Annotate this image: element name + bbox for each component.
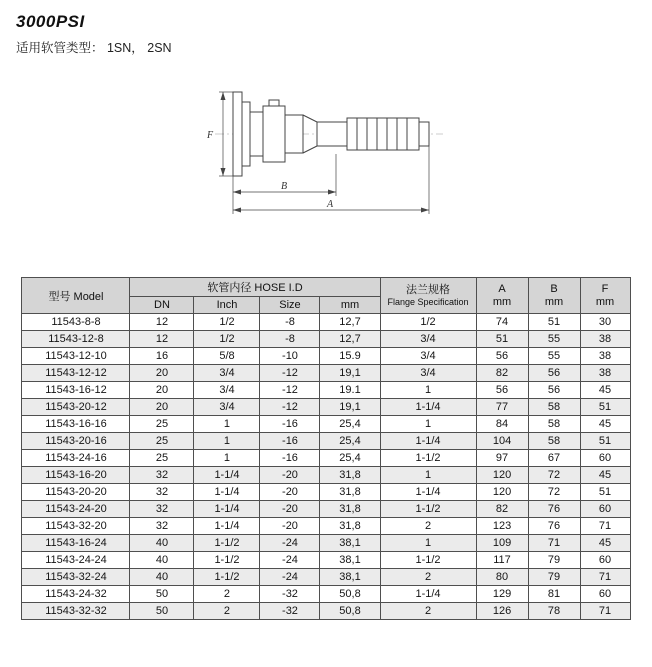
dim-label-a: A [327, 199, 334, 210]
table-cell: 1 [380, 416, 476, 433]
table-cell: 5/8 [194, 348, 260, 365]
table-cell: 56 [476, 382, 528, 399]
col-header-a-unit: mm [492, 295, 512, 308]
table-cell: 38 [580, 365, 630, 382]
table-cell: 32 [130, 484, 194, 501]
table-cell: 1-1/4 [194, 467, 260, 484]
table-cell: -24 [260, 535, 320, 552]
table-row [22, 569, 630, 586]
col-header-dn: DN [130, 297, 194, 314]
table-cell: 76 [528, 518, 580, 535]
table-cell: 50,8 [320, 603, 380, 620]
table-row [22, 535, 630, 552]
table-cell: 45 [580, 467, 630, 484]
flange-collar [242, 102, 250, 166]
table-cell: 38,1 [320, 535, 380, 552]
table-cell: 72 [528, 467, 580, 484]
table-cell: -10 [260, 348, 320, 365]
page-title: 3000PSI [16, 12, 85, 31]
table-cell: 19,1 [320, 365, 380, 382]
table-cell: 60 [580, 586, 630, 603]
table-cell: -12 [260, 365, 320, 382]
table-cell: -8 [260, 331, 320, 348]
col-header-f-unit: mm [595, 295, 615, 308]
col-header-a [476, 278, 528, 314]
table-cell: 11543-24-16 [22, 450, 130, 467]
table-row [22, 365, 630, 382]
table-cell: 82 [476, 365, 528, 382]
table-cell: 12,7 [320, 331, 380, 348]
hose-tail-serrations [347, 118, 419, 150]
table-cell: 71 [580, 518, 630, 535]
table-cell: 51 [580, 484, 630, 501]
table-cell: -16 [260, 450, 320, 467]
table-cell: 31,8 [320, 484, 380, 501]
dim-a-arrow-left [233, 208, 241, 213]
table-cell: 40 [130, 569, 194, 586]
table-cell: 38,1 [320, 552, 380, 569]
table-body [22, 314, 630, 620]
table-cell: 71 [528, 535, 580, 552]
table-cell: -12 [260, 399, 320, 416]
table-cell: 51 [580, 433, 630, 450]
table-cell: 2 [380, 569, 476, 586]
fitting-hex-body [263, 106, 285, 162]
table-cell: 32 [130, 501, 194, 518]
table-cell: 1-1/2 [380, 501, 476, 518]
table-cell: 55 [528, 331, 580, 348]
table-cell: 1 [380, 467, 476, 484]
table-cell: 25,4 [320, 450, 380, 467]
table-cell: 58 [528, 399, 580, 416]
spec-table [21, 277, 630, 620]
table-cell: 11543-32-32 [22, 603, 130, 620]
table-cell: 76 [528, 501, 580, 518]
table-row [22, 603, 630, 620]
col-header-b-unit: mm [544, 295, 564, 308]
table-cell: 71 [580, 603, 630, 620]
table-cell: 25,4 [320, 416, 380, 433]
table-cell: 12 [130, 314, 194, 331]
col-header-a-letter: A [498, 282, 506, 295]
table-row [22, 416, 630, 433]
table-cell: 20 [130, 399, 194, 416]
table-cell: 1/2 [380, 314, 476, 331]
table-cell: 1 [380, 535, 476, 552]
table-cell: 1 [380, 382, 476, 399]
table-cell: 38 [580, 348, 630, 365]
table-cell: 38 [580, 331, 630, 348]
table-cell: 1-1/4 [194, 501, 260, 518]
table-row [22, 348, 630, 365]
dim-label-b: B [281, 181, 288, 192]
table-cell: 11543-12-12 [22, 365, 130, 382]
table-cell: 117 [476, 552, 528, 569]
header-row-1 [22, 278, 630, 297]
col-header-model: 型号 Model [22, 278, 130, 314]
table-cell: 25 [130, 433, 194, 450]
table-cell: 40 [130, 535, 194, 552]
table-cell: -24 [260, 569, 320, 586]
table-cell: 60 [580, 552, 630, 569]
table-cell: 1-1/4 [194, 484, 260, 501]
table-cell: -16 [260, 416, 320, 433]
dim-f-arrow-bottom [221, 168, 226, 176]
table-cell: 60 [580, 501, 630, 518]
table-cell: 3/4 [380, 365, 476, 382]
table-cell: -20 [260, 518, 320, 535]
table-cell: 3/4 [194, 399, 260, 416]
table-cell: 84 [476, 416, 528, 433]
table-cell: 3/4 [380, 331, 476, 348]
table-cell: 3/4 [194, 365, 260, 382]
dim-label-f: F [207, 130, 214, 141]
table-cell: 51 [580, 399, 630, 416]
table-cell: 1-1/2 [380, 552, 476, 569]
table-cell: 51 [528, 314, 580, 331]
table-cell: 11543-20-20 [22, 484, 130, 501]
table-cell: -32 [260, 603, 320, 620]
table-cell: 79 [528, 569, 580, 586]
table-cell: 32 [130, 467, 194, 484]
table-cell: 72 [528, 484, 580, 501]
table-cell: 11543-24-32 [22, 586, 130, 603]
table-cell: 120 [476, 484, 528, 501]
col-header-flange [380, 278, 476, 314]
table-cell: 11543-16-16 [22, 416, 130, 433]
table-cell: 20 [130, 382, 194, 399]
table-cell: 1 [194, 433, 260, 450]
fitting-top-detail [269, 100, 279, 106]
table-cell: 56 [528, 382, 580, 399]
table-cell: 11543-20-12 [22, 399, 130, 416]
table-cell: 1 [194, 450, 260, 467]
col-header-f-letter: F [601, 282, 609, 295]
table-row [22, 399, 630, 416]
fitting-technical-drawing [0, 82, 652, 227]
table-cell: 11543-12-10 [22, 348, 130, 365]
table-cell: 2 [380, 518, 476, 535]
table-cell: 19.1 [320, 382, 380, 399]
table-cell: 45 [580, 416, 630, 433]
table-row [22, 450, 630, 467]
table-cell: 1-1/4 [380, 399, 476, 416]
hose-type-subtitle: 适用软管类型： 1SN， 2SN [16, 41, 172, 55]
table-cell: 51 [476, 331, 528, 348]
table-cell: 71 [580, 569, 630, 586]
table-cell: 31,8 [320, 501, 380, 518]
col-header-mm: mm [320, 297, 380, 314]
table-cell: 11543-32-24 [22, 569, 130, 586]
table-cell: 11543-8-8 [22, 314, 130, 331]
fitting-neck [250, 112, 263, 156]
table-cell: 11543-16-20 [22, 467, 130, 484]
flange-plate [233, 92, 242, 176]
table-cell: 45 [580, 535, 630, 552]
dim-a-arrow-right [421, 208, 429, 213]
table-cell: 1/2 [194, 331, 260, 348]
col-header-b-letter: B [550, 282, 558, 295]
table-cell: 50 [130, 603, 194, 620]
table-row [22, 484, 630, 501]
table-cell: 50 [130, 586, 194, 603]
table-cell: 77 [476, 399, 528, 416]
table-cell: 31,8 [320, 467, 380, 484]
table-cell: 1-1/4 [380, 433, 476, 450]
table-cell: 16 [130, 348, 194, 365]
table-cell: 1-1/4 [380, 484, 476, 501]
table-cell: 25 [130, 416, 194, 433]
table-cell: 1-1/2 [194, 569, 260, 586]
table-cell: 104 [476, 433, 528, 450]
table-cell: 30 [580, 314, 630, 331]
table-row [22, 314, 630, 331]
table-cell: 3/4 [380, 348, 476, 365]
table-cell: 109 [476, 535, 528, 552]
table-cell: 58 [528, 433, 580, 450]
table-cell: 32 [130, 518, 194, 535]
table-cell: 80 [476, 569, 528, 586]
table-cell: 67 [528, 450, 580, 467]
table-cell: 11543-24-24 [22, 552, 130, 569]
table-row [22, 433, 630, 450]
table-cell: 1/2 [194, 314, 260, 331]
table-cell: 56 [476, 348, 528, 365]
table-cell: 82 [476, 501, 528, 518]
table-cell: 3/4 [194, 382, 260, 399]
fitting-drawing-svg [201, 82, 451, 222]
table-cell: 1-1/2 [194, 552, 260, 569]
table-cell: -20 [260, 467, 320, 484]
table-cell: -20 [260, 484, 320, 501]
table-cell: 1-1/4 [194, 518, 260, 535]
table-cell: 11543-16-24 [22, 535, 130, 552]
table-cell: 11543-24-20 [22, 501, 130, 518]
table-cell: 1-1/2 [380, 450, 476, 467]
dim-f-arrow-top [221, 92, 226, 100]
table-cell: 15.9 [320, 348, 380, 365]
table-cell: 2 [194, 603, 260, 620]
dim-b-arrow-right [328, 190, 336, 195]
col-header-flange-cn: 法兰规格 [406, 284, 451, 296]
table-cell: 45 [580, 382, 630, 399]
table-cell: 55 [528, 348, 580, 365]
col-header-f [580, 278, 630, 314]
table-cell: 123 [476, 518, 528, 535]
col-header-flange-en: Flange Specification [387, 297, 469, 307]
dim-b-arrow-left [233, 190, 241, 195]
table-cell: 97 [476, 450, 528, 467]
table-cell: 38,1 [320, 569, 380, 586]
table-cell: -20 [260, 501, 320, 518]
table-cell: 56 [528, 365, 580, 382]
table-cell: 78 [528, 603, 580, 620]
table-cell: 2 [380, 603, 476, 620]
table-row [22, 552, 630, 569]
table-cell: 126 [476, 603, 528, 620]
col-header-size: Size [260, 297, 320, 314]
table-cell: 1 [194, 416, 260, 433]
table-cell: 11543-20-16 [22, 433, 130, 450]
table-cell: 74 [476, 314, 528, 331]
table-cell: 11543-12-8 [22, 331, 130, 348]
table-row [22, 586, 630, 603]
table-cell: 19,1 [320, 399, 380, 416]
table-cell: -12 [260, 382, 320, 399]
table-cell: -16 [260, 433, 320, 450]
table-row [22, 331, 630, 348]
table-cell: 129 [476, 586, 528, 603]
table-cell: 58 [528, 416, 580, 433]
fitting-body [285, 115, 303, 153]
table-row [22, 501, 630, 518]
table-cell: -32 [260, 586, 320, 603]
table-cell: 79 [528, 552, 580, 569]
table-cell: 120 [476, 467, 528, 484]
table-cell: 31,8 [320, 518, 380, 535]
table-row [22, 467, 630, 484]
table-cell: 11543-32-20 [22, 518, 130, 535]
table-cell: 1-1/2 [194, 535, 260, 552]
col-header-hose-id: 软管内径 HOSE I.D [130, 278, 380, 297]
table-cell: 20 [130, 365, 194, 382]
table-cell: 40 [130, 552, 194, 569]
table-cell: -24 [260, 552, 320, 569]
table-cell: 60 [580, 450, 630, 467]
col-header-inch: Inch [194, 297, 260, 314]
table-cell: 81 [528, 586, 580, 603]
table-cell: 11543-16-12 [22, 382, 130, 399]
table-cell: 50,8 [320, 586, 380, 603]
table-cell: 12 [130, 331, 194, 348]
col-header-b [528, 278, 580, 314]
table-cell: -8 [260, 314, 320, 331]
table-cell: 12,7 [320, 314, 380, 331]
table-cell: 2 [194, 586, 260, 603]
table-row [22, 518, 630, 535]
table-cell: 25 [130, 450, 194, 467]
table-cell: 1-1/4 [380, 586, 476, 603]
table-cell: 25,4 [320, 433, 380, 450]
table-row [22, 382, 630, 399]
